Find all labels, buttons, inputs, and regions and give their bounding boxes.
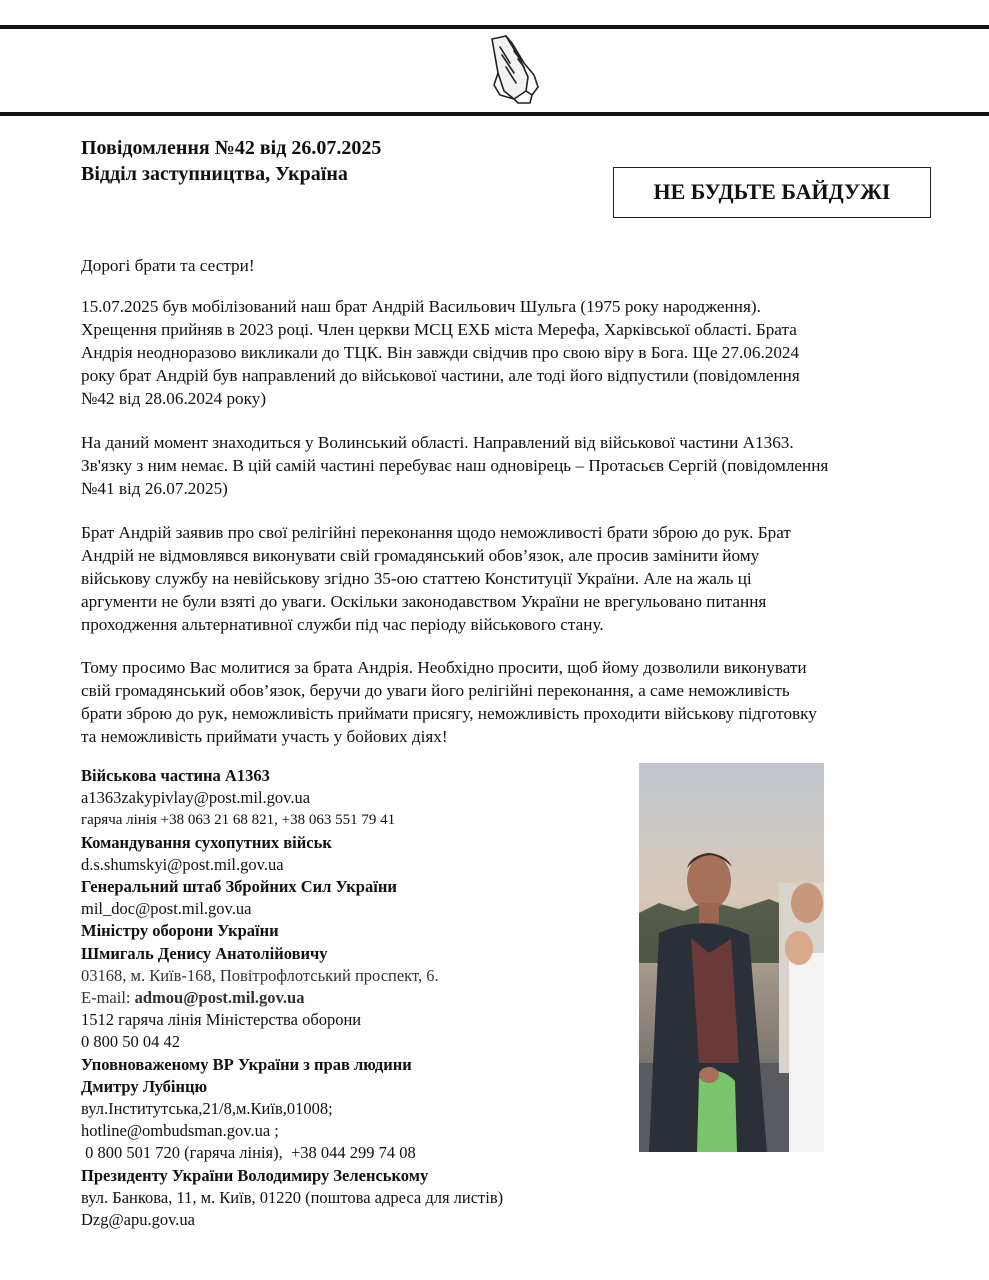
paragraph-line: Брат Андрій заявив про свої релігійні переконання щодо неможливості брати зброю до рук. Брат xyxy=(81,523,791,542)
paragraph-line: Хрещення прийняв в 2023 році. Член церкви МСЦ ЕХБ міста Мерефа, Харківської області. Брата xyxy=(81,320,797,339)
contact-general-staff-email[interactable]: mil_doc@post.mil.gov.ua xyxy=(81,899,252,919)
paragraph-line: військову службу на невійськову згідно 35-ою статтею Конституції України. Але на жаль ці xyxy=(81,569,752,588)
contact-unit-email[interactable]: a1363zakypivlay@post.mil.gov.ua xyxy=(81,788,311,808)
email-label: E-mail: xyxy=(81,988,131,1008)
contact-president-email[interactable]: Dzg@apu.gov.ua xyxy=(81,1210,196,1230)
contact-unit-name: Військова частина А1363 xyxy=(81,766,270,785)
contact-ombudsman-name: Дмитру Лубінцю xyxy=(81,1076,208,1096)
contact-minister-name: Шмигаль Денису Анатолійовичу xyxy=(81,943,328,963)
paragraph-line: свій громадянський обов’язок, беручи до уваги його релігійні переконання, а саме неможливість xyxy=(81,681,790,700)
contacts-list xyxy=(81,765,621,1231)
contact-ministry-email-line xyxy=(81,987,621,1009)
paragraph-line: аргументи не були взяті до уваги. Оскільки законодавством України не врегульовано питання xyxy=(81,592,767,611)
paragraph-line: брати зброю до рук, неможливість приймати присягу, неможливість проходити військову підготовку xyxy=(81,704,817,723)
paragraph-mobilization xyxy=(81,295,800,410)
paragraph-line: проходження альтернативної служби під час періоду військового стану. xyxy=(81,615,604,634)
contact-ombudsman-phones: 0 800 501 720 (гаряча лінія), +38 044 299 74 08 xyxy=(81,1143,416,1163)
paragraph-location xyxy=(81,431,828,500)
paragraph-line: Тому просимо Вас молитися за брата Андрія. Необхідно просити, щоб йому дозволили виконувати xyxy=(81,658,807,677)
contact-ministry-address: 03168, м. Київ-168, Повітрофлотський проспект, 6. xyxy=(81,965,439,985)
praying-hands-icon xyxy=(484,33,548,105)
greeting: Дорогі брати та сестри! xyxy=(81,256,255,275)
paragraph-line: На даний момент знаходиться у Волинський області. Направлений від військової частини А1363. xyxy=(81,433,794,452)
contact-president-title: Президенту України Володимиру Зеленському xyxy=(81,1165,429,1185)
contact-president-address: вул. Банкова, 11, м. Київ, 01220 (поштова адреса для листів) xyxy=(81,1187,504,1207)
appeal-box: НЕ БУДЬТЕ БАЙДУЖІ xyxy=(613,167,931,218)
contact-ministry-phone: 0 800 50 04 42 xyxy=(81,1032,180,1052)
contact-land-forces-email[interactable]: d.s.shumskyi@post.mil.gov.ua xyxy=(81,854,284,874)
contact-ministry-hotline: 1512 гаряча лінія Міністерства оборони xyxy=(81,1010,362,1030)
paragraph-line: Зв'язку з ним немає. В цій самій частині перебуває наш одновірець – Протасьєв Сергій (повідомлення xyxy=(81,456,829,475)
contact-ombudsman-title: Уповноваженому ВР України з прав людини xyxy=(81,1054,412,1074)
paragraph-line: Андрій не відмовлявся виконувати свій громадянський обов’язок, але просив замінити йому xyxy=(81,546,760,565)
paragraph-line: №42 від 28.06.2024 року) xyxy=(81,389,267,408)
paragraph-line: та неможливість приймати участь у бойових діях! xyxy=(81,727,448,746)
paragraph-line: 15.07.2025 був мобілізований наш брат Андрій Васильович Шульга (1975 року народження). xyxy=(81,297,761,316)
notice-title: Повідомлення №42 від 26.07.2025 xyxy=(81,137,382,159)
portrait-photo xyxy=(639,763,824,1152)
contact-unit-hotline: гаряча лінія +38 063 21 68 821, +38 063 551 79 41 xyxy=(81,812,396,829)
paragraph-line: року брат Андрій був направлений до військової частини, але тоді його відпустили (повідомлення xyxy=(81,366,800,385)
contact-land-forces-name: Командування сухопутних військ xyxy=(81,832,332,852)
paragraph-prayer-request xyxy=(81,656,817,748)
contact-ministry-name: Міністру оборони України xyxy=(81,921,279,941)
contact-ombudsman-address: вул.Інститутська,21/8,м.Київ,01008; xyxy=(81,1099,333,1119)
contact-general-staff-name: Генеральний штаб Збройних Сил України xyxy=(81,877,397,897)
paragraph-line: №41 від 26.07.2025) xyxy=(81,479,228,498)
contact-ministry-email[interactable]: admou@post.mil.gov.ua xyxy=(134,988,305,1008)
paragraph-convictions xyxy=(81,521,791,636)
header-top-rule xyxy=(0,25,989,29)
header-bottom-rule xyxy=(0,112,989,116)
notice-department: Відділ заступництва, Україна xyxy=(81,163,348,185)
contact-ombudsman-email[interactable]: hotline@ombudsman.gov.ua ; xyxy=(81,1121,279,1141)
paragraph-line: Андрія неодноразово викликали до ТЦК. Він завжди свідчив про свою віру в Бога. Ще 27.06.2024 xyxy=(81,343,800,362)
